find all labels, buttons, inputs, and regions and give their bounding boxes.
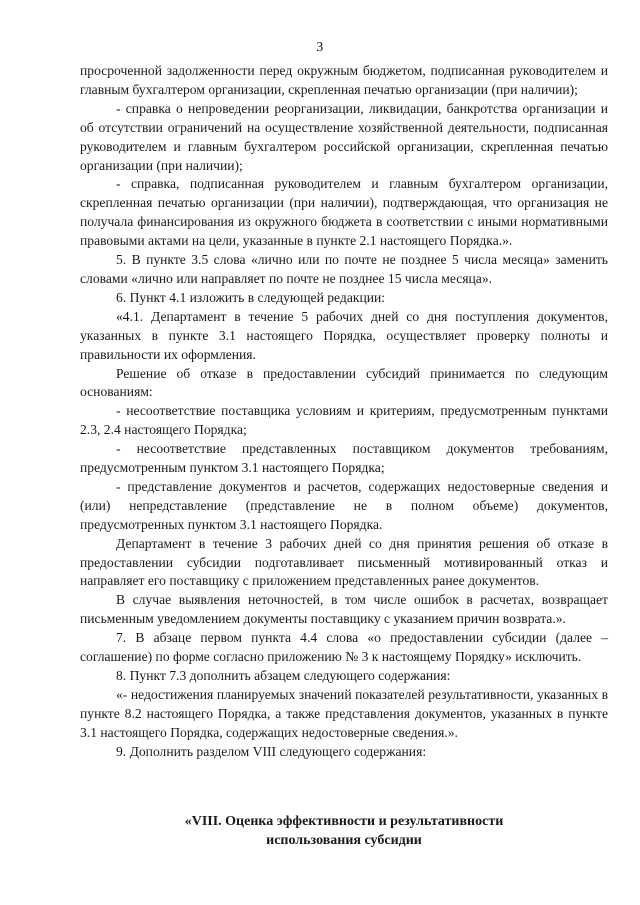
paragraph-2: - справка о непроведении реорганизации, ликвидации, банкротства организации и об отсутствии ограничений на осуществление хозяйственной деятельности, подписанная руководителем и главным бухгалтером российской организации, скрепленная печатью организации (при наличии); [80,100,608,173]
paragraph-14: 8. Пункт 7.3 дополнить абзацем следующего содержания: [116,668,451,683]
page-number: 3 [316,40,324,55]
paragraph-10: - представление документов и расчетов, содержащих недостоверные сведения и (или) непредставление (представление не в полном объеме) документов, предусмотренных пунктом 3.1 настоящего Порядка. [80,478,608,532]
paragraph-3: - справка, подписанная руководителем и главным бухгалтером организации, скрепленная печатью организации (при наличии), подтверждающая, что организация не получала финансирования из окружного бюджета в соответствии с иными нормативными правовыми актами на цели, указанные в пункте 2.1 настоящего Порядка.». [80,176,608,249]
paragraph-6: «4.1. Департамент в течение 5 рабочих дней со дня поступления документов, указанных в пункте 3.1 настоящего Порядка, осуществляет проверку полноты и правильности их оформления. [80,308,608,362]
paragraph-9: - несоответствие представленных поставщиком документов требованиям, предусмотренным пунктом 3.1 настоящего Порядка; [80,441,608,476]
paragraph-4: 5. В пункте 3.5 слова «лично или по почте не позднее 5 числа месяца» заменить словами «лично или направляет по почте не позднее 15 числа месяца». [80,252,608,286]
section-heading [80,812,608,850]
paragraph-8: - несоответствие поставщика условиям и критериям, предусмотренным пунктами 2.3, 2.4 настоящего Порядка; [80,403,608,438]
document-body [80,62,608,762]
paragraph-7: Решение об отказе в предоставлении субсидий принимается по следующим основаниям: [80,365,608,400]
paragraph-12: В случае выявления неточностей, в том числе ошибок в расчетах, возвращает письменным уведомлением документы поставщику с указанием причин возврата.». [80,592,608,627]
paragraph-1: просроченной задолженности перед окружным бюджетом, подписанная руководителем и главным бухгалтером организации, скрепленная печатью организации (при наличии); [80,63,608,97]
paragraph-16: 9. Дополнить разделом VIII следующего содержания: [116,743,427,759]
section-heading-line-2: использования субсидии [266,833,422,848]
paragraph-11: Департамент в течение 3 рабочих дней со дня принятия решения об отказе в предоставлении субсидии подготавливает письменный мотивированный отказ и направляет его поставщику с приложением представленных ранее документов. [80,535,608,589]
paragraph-13: 7. В абзаце первом пункта 4.4 слова «о предоставлении субсидии (далее – соглашение) по форме согласно приложению № 3 к настоящему Порядку» исключить. [80,630,608,665]
paragraph-15: «- недостижения планируемых значений показателей результативности, указанных в пункте 8.2 настоящего Порядка, а также представления документов, указанных в пункте 3.1 настоящего Порядка, содержащих недостоверные сведения.». [80,686,608,740]
section-heading-line-1: «VIII. Оценка эффективности и результативности [184,814,504,829]
paragraph-5: 6. Пункт 4.1 изложить в следующей редакции: [116,289,386,305]
